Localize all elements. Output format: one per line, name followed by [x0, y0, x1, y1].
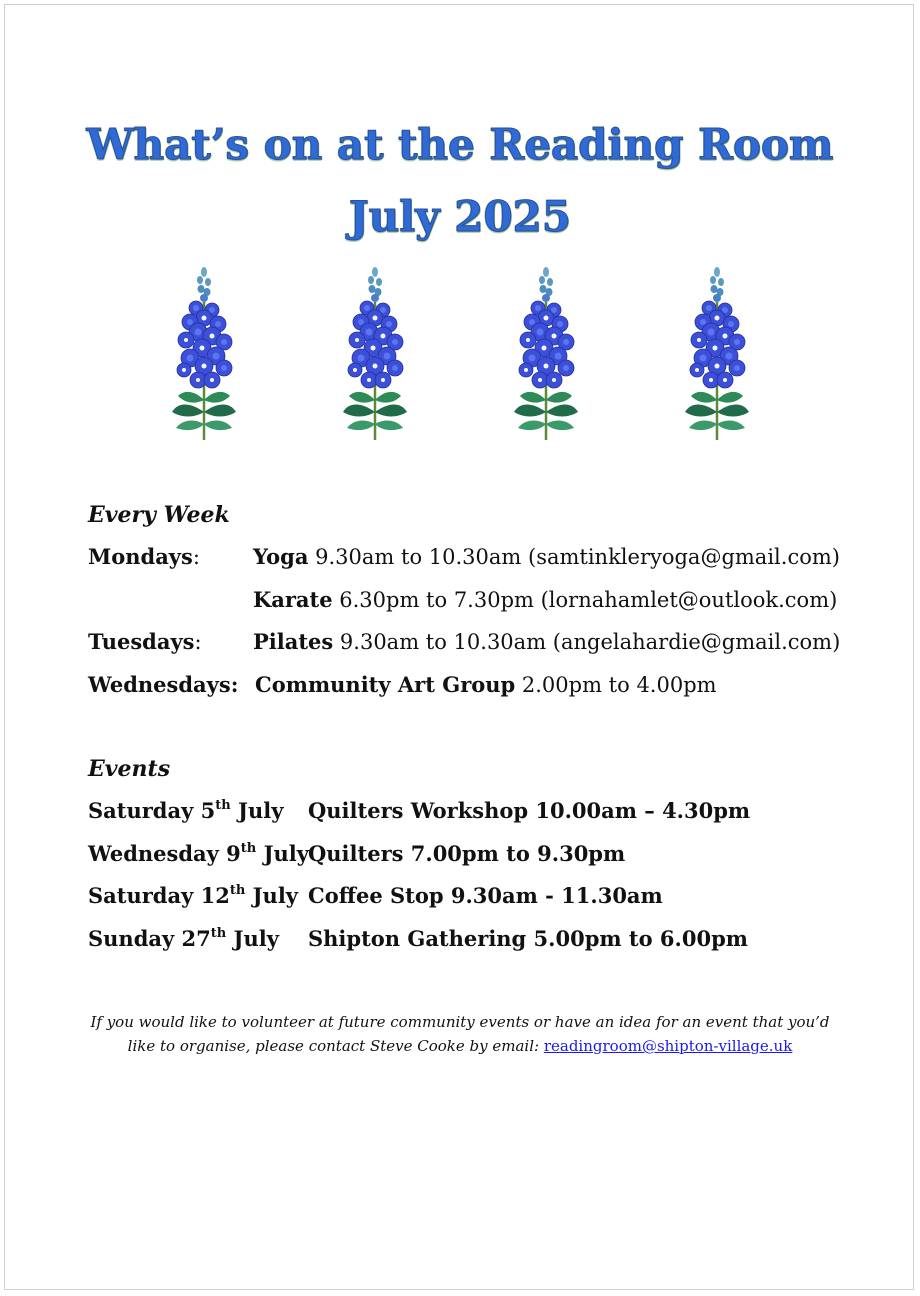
delphinium-flower-icon	[325, 262, 425, 442]
event-description: Quilters 7.00pm to 9.30pm	[308, 841, 626, 866]
volunteer-note-text: If you would like to volunteer at future community events or have an idea for an event that you’d like to organise, please contact Steve Cooke by email:	[90, 1013, 830, 1055]
weekly-detail: Pilates 9.30am to 10.30am (angelahardie@gmail.com)	[253, 629, 841, 654]
event-date: Wednesday 9th July	[88, 841, 309, 866]
event-date: Sunday 27th July	[88, 926, 279, 951]
weekly-detail: Community Art Group 2.00pm to 4.00pm	[255, 672, 717, 697]
weekly-day: Mondays:	[88, 544, 200, 569]
event-description: Quilters Workshop 10.00am – 4.30pm	[308, 798, 751, 823]
event-description: Coffee Stop 9.30am - 11.30am	[308, 883, 663, 908]
weekly-day: Wednesdays:	[88, 672, 239, 697]
flower-decoration-row	[0, 262, 920, 442]
event-date: Saturday 12th July	[88, 883, 299, 908]
event-row	[88, 798, 848, 828]
weekly-detail: Yoga 9.30am to 10.30am (samtinkleryoga@gmail.com)	[253, 544, 840, 569]
delphinium-flower-icon	[154, 262, 254, 442]
weekly-row	[88, 672, 848, 702]
delphinium-flower-icon	[496, 262, 596, 442]
event-description: Shipton Gathering 5.00pm to 6.00pm	[308, 926, 748, 951]
page-subtitle-date: July 2025	[348, 192, 572, 241]
event-row	[88, 926, 848, 956]
contact-email-link[interactable]: readingroom@shipton-village.uk	[543, 1037, 793, 1055]
event-date: Saturday 5th July	[88, 798, 284, 823]
events-heading: Events	[88, 756, 171, 782]
weekly-detail: Karate 6.30pm to 7.30pm (lornahamlet@outlook.com)	[253, 587, 838, 612]
event-row	[88, 841, 848, 871]
event-row	[88, 883, 848, 913]
page-title: What’s on at the Reading Room	[86, 120, 834, 169]
weekly-row	[88, 587, 848, 617]
volunteer-note	[80, 1010, 840, 1058]
every-week-heading: Every Week	[88, 502, 230, 528]
weekly-day: Tuesdays:	[88, 629, 202, 654]
delphinium-flower-icon	[667, 262, 767, 442]
weekly-row	[88, 544, 848, 574]
weekly-row	[88, 629, 848, 659]
